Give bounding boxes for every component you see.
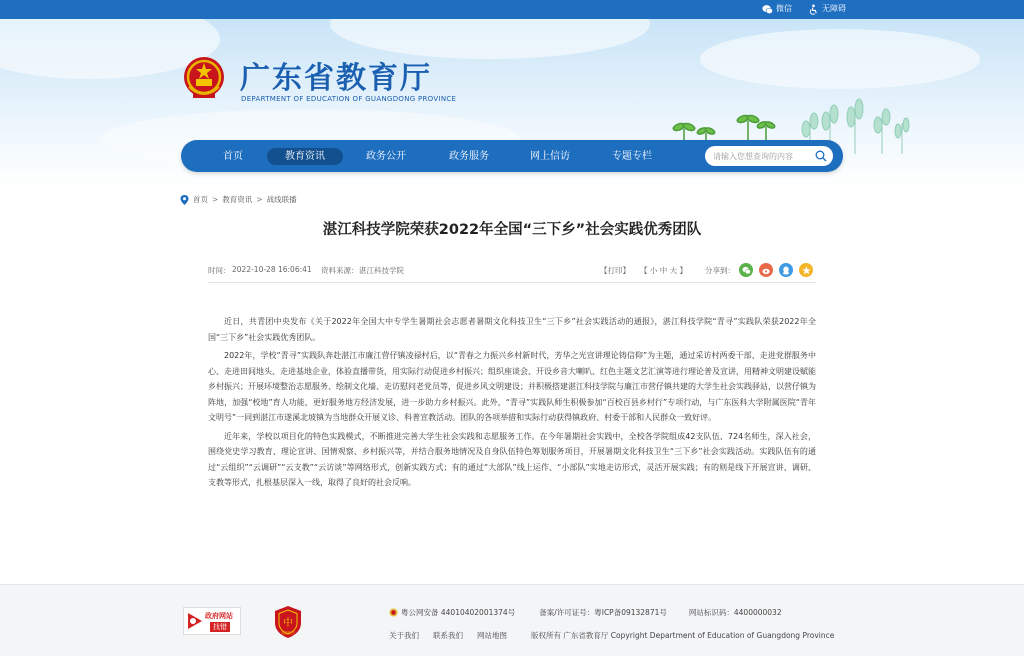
wechat-icon	[762, 4, 773, 15]
location-pin-icon	[180, 195, 189, 205]
gov-site-error-report-badge[interactable]	[183, 607, 241, 635]
footer-link-sitemap[interactable]: 网站地图	[477, 631, 507, 640]
breadcrumb-education-news[interactable]: 教育资讯	[222, 195, 253, 204]
source-value: 湛江科技学院	[359, 266, 404, 275]
wechat-share-icon[interactable]	[739, 263, 753, 277]
site-subtitle: DEPARTMENT OF EDUCATION OF GUANGDONG PROVINCE	[241, 95, 457, 103]
breadcrumb-home[interactable]: 首页	[193, 195, 208, 204]
breadcrumb-separator: >	[256, 195, 263, 204]
wechat-label: 微信	[776, 4, 792, 13]
footer	[0, 584, 1024, 656]
svg-text:中: 中	[283, 618, 293, 629]
police-record[interactable]: 粤公网安备 44010402001374号	[401, 608, 516, 617]
article-meta	[208, 263, 816, 277]
article-body	[208, 314, 816, 494]
font-size-switcher[interactable]: 【 小 中 大 】	[640, 266, 688, 275]
nav-item-government-services[interactable]: 政务服务	[449, 151, 489, 162]
police-badge-icon	[389, 608, 398, 617]
site-id: 网站标识码：4400000032	[688, 608, 782, 617]
print-button[interactable]: 【打印】	[600, 266, 630, 275]
meta-divider	[208, 282, 816, 283]
weibo-share-icon[interactable]	[759, 263, 773, 277]
badge1-line2: 找错	[210, 622, 230, 632]
article-paragraph: 近日，共青团中央发布《关于2022年全国大中专学生暑期社会志愿者暑期文化科技卫生“三下乡”社会实践活动的通报》，湛江科技学院“青寻”实践队荣获2022年全国“三下乡”社会实践优秀团队。	[208, 317, 816, 342]
nav-item-education-news[interactable]: 教育资讯	[267, 148, 343, 165]
share-label: 分享到：	[705, 266, 735, 275]
qzone-share-icon[interactable]	[799, 263, 813, 277]
article-paragraph: 近年来，学校以项目化的特色实践模式，不断推进完善大学生社会实践和志愿服务工作。在今年暑期社会实践中，全校各学院组成42支队伍、724名师生，深入社会，围绕党史学习教育、理论宣讲、国情观察、乡村振兴等，并结合服务地情况及自身队伍特色筹划服务项目，开展暑期文化科技卫生“三下乡”社会实践活动。实践队伍有的通过“云组织”“云调研”“云支教”“云访谈”等网络形式，创新实践方式；有的通过“大部队”线上运作、“小部队”实地走访形式，灵活开展实践；有的则是线下开展宣讲、调研、支教等形式，扎根基层深入一线，取得了良好的社会反响。	[208, 431, 816, 487]
accessibility-label: 无障碍	[822, 4, 846, 13]
badge1-line1: 政府网站	[205, 612, 233, 620]
breadcrumb-separator: >	[212, 195, 219, 204]
site-title: 广东省教育厅	[240, 61, 432, 96]
footer-links-line	[389, 630, 834, 641]
qq-share-icon[interactable]	[779, 263, 793, 277]
footer-link-contact[interactable]: 联系我们	[433, 631, 463, 640]
search-icon[interactable]	[815, 150, 827, 162]
footer-records-line	[389, 607, 782, 618]
search-input[interactable]	[705, 146, 813, 166]
breadcrumb	[180, 194, 297, 205]
search-box	[705, 146, 833, 166]
nav-item-home[interactable]: 首页	[223, 151, 243, 162]
wechat-link[interactable]	[762, 3, 792, 15]
icp-record[interactable]: 备案/许可证号：粤ICP备09132871号	[539, 608, 667, 617]
breadcrumb-frontline[interactable]: 战线联播	[266, 195, 297, 204]
nav-item-online-petition[interactable]: 网上信访	[530, 151, 570, 162]
error-report-icon	[186, 611, 204, 631]
time-label: 时间：	[208, 266, 231, 275]
badge2-text: 党政机关	[281, 631, 295, 635]
main-nav	[181, 140, 843, 172]
accessibility-icon	[808, 4, 819, 15]
article-paragraph: 2022年，学校“青寻”实践队奔赴湛江市廉江营仔镇凌禄村后，以“青春之力振兴乡村新时代，芳华之光宣讲理论铸信仰”为主题，通过采访村两委干部、走进党群服务中心、走进田间地头、走进基地企业，体验直播带货，用实际行动促进乡村振兴；组织座谈会、开设乡音大喇叭、红色主题文艺汇演等进行理论普及宣讲，用精神文明建设赋能乡村振兴；开展环境整治志愿服务、绘制文化墙、走访慰问老党员等，促进乡风文明建设；并积极搭建湛江科技学院与廉江市营仔镇共建的大学生社会实践驿站，以营仔镇为阵地，加强“校地”育人功能，更好服务地方经济发展，进一步助力乡村振兴。此外，“青寻”实践队师生积极参加“百校百县乡村行”专项行动，与广东医科大学附属医院“青年文明号”一同到湛江市遂溪北坡镇为当地群众开展义诊、科普宣教活动。团队的各项举措和实际行动获得镇政府、村委干部和人民群众一致好评。	[208, 351, 816, 422]
publish-time: 2022-10-28 16:06:41	[232, 265, 312, 274]
accessibility-link[interactable]	[808, 3, 846, 15]
article-title: 湛江科技学院荣获2022年全国“三下乡”社会实践优秀团队	[322, 222, 702, 238]
top-bar	[0, 0, 1024, 19]
copyright: 版权所有 广东省教育厅 Copyright Department of Education of Guangdong Province	[531, 631, 835, 640]
party-government-badge-icon[interactable]	[274, 605, 302, 639]
national-emblem-icon	[181, 55, 227, 103]
nav-item-special-topics[interactable]: 专题专栏	[612, 151, 652, 162]
nav-item-government-affairs[interactable]: 政务公开	[366, 151, 406, 162]
source-label: 资料来源：	[321, 266, 359, 275]
footer-link-about[interactable]: 关于我们	[389, 631, 419, 640]
